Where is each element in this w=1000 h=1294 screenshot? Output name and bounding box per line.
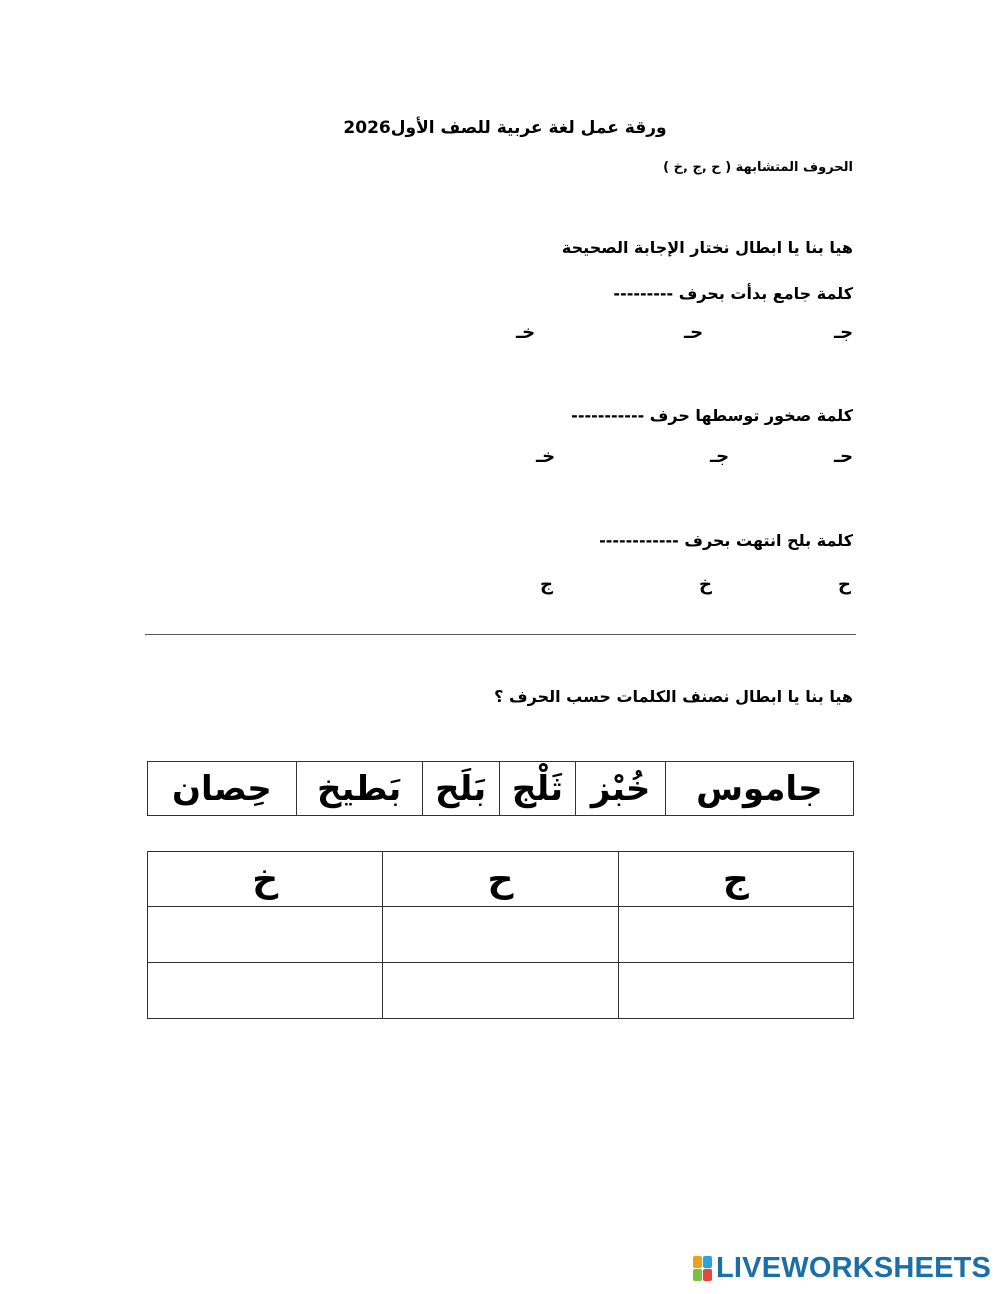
word-bank-item[interactable]: ثَلْج bbox=[499, 762, 576, 816]
sort-column-header-haa: ح bbox=[383, 852, 618, 907]
question-1-option-3[interactable]: خـ bbox=[516, 322, 536, 343]
word-bank-item[interactable]: بَلَح bbox=[422, 762, 499, 816]
page-title: ورقة عمل لغة عربية للصف الأول2026 bbox=[343, 118, 667, 138]
word-bank-item[interactable]: حِصان bbox=[148, 762, 297, 816]
sort-drop-cell[interactable] bbox=[618, 907, 853, 963]
sort-drop-cell[interactable] bbox=[148, 963, 383, 1019]
question-2-option-2[interactable]: جـ bbox=[710, 446, 730, 467]
word-bank-item[interactable]: جاموس bbox=[665, 762, 853, 816]
question-1-text: كلمة جامع بدأت بحرف --------- bbox=[613, 284, 853, 303]
word-bank-item[interactable]: خُبْز bbox=[576, 762, 665, 816]
question-3-text: كلمة بلح انتهت بحرف ------------ bbox=[599, 531, 853, 550]
section1-instruction: هيا بنا يا ابطال نختار الإجابة الصحيحة bbox=[561, 238, 853, 257]
liveworksheets-logo bbox=[693, 1252, 991, 1285]
sort-column-header-khaa: خ bbox=[148, 852, 383, 907]
liveworksheets-logo-text: LIVEWORKSHEETS bbox=[716, 1252, 992, 1284]
sorting-table bbox=[147, 851, 854, 1019]
question-3-option-1[interactable]: ح bbox=[838, 574, 851, 595]
sort-drop-cell[interactable] bbox=[618, 963, 853, 1019]
liveworksheets-logo-icon bbox=[693, 1256, 713, 1282]
sort-drop-cell[interactable] bbox=[383, 907, 618, 963]
question-2-option-1[interactable]: حـ bbox=[834, 446, 854, 467]
question-3-option-3[interactable]: ج bbox=[540, 574, 553, 595]
question-1-option-2[interactable]: حـ bbox=[684, 322, 704, 343]
section2-instruction: هيا بنا يا ابطال نصنف الكلمات حسب الحرف ؟ bbox=[494, 687, 853, 706]
page-subtitle: الحروف المتشابهة ( ح ,ج ,خ ) bbox=[663, 160, 853, 175]
question-1-option-1[interactable]: جـ bbox=[834, 322, 854, 343]
question-3-option-2[interactable]: خ bbox=[699, 574, 712, 595]
sort-drop-cell[interactable] bbox=[383, 963, 618, 1019]
sort-column-header-jeem: ج bbox=[618, 852, 853, 907]
section-divider bbox=[145, 634, 856, 635]
word-bank-item[interactable]: بَطيخ bbox=[296, 762, 422, 816]
sort-drop-cell[interactable] bbox=[148, 907, 383, 963]
question-2-option-3[interactable]: خـ bbox=[536, 446, 556, 467]
word-bank-table bbox=[147, 761, 854, 816]
question-2-text: كلمة صخور توسطها حرف ----------- bbox=[571, 406, 853, 425]
